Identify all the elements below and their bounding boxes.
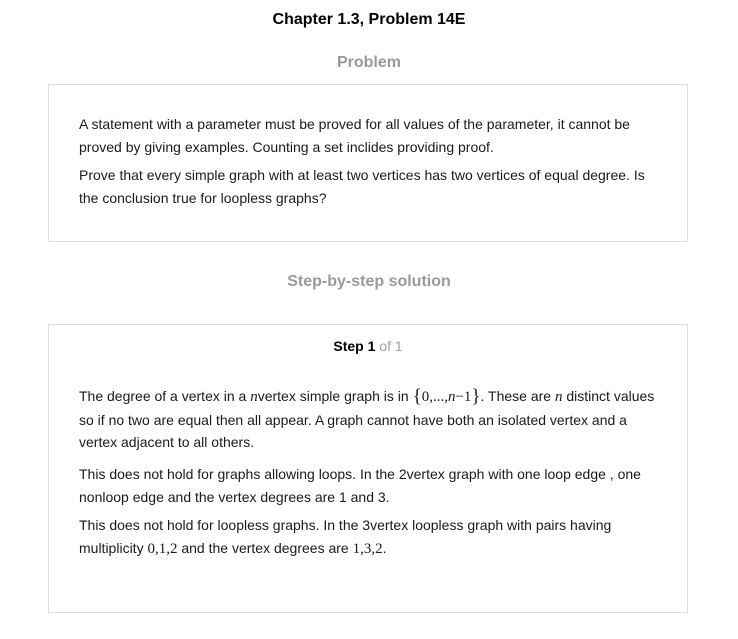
set-open-brace: { xyxy=(412,386,422,407)
step-of-total: of 1 xyxy=(379,338,403,354)
set-close-brace: } xyxy=(471,386,481,407)
step-number: 1 xyxy=(367,338,376,354)
degree-values: 1,3,2 xyxy=(352,540,383,557)
math-n-1: n xyxy=(250,389,258,405)
math-n-2: n xyxy=(554,389,563,405)
solution-paragraph-2: This does not hold for graphs allowing loops. In the 2vertex graph with one loop edge , one nonloop edge and the vertex degrees are 1 and 3. xyxy=(79,466,641,505)
set-n: n xyxy=(447,389,456,405)
degree-set xyxy=(412,386,481,407)
page-title: Chapter 1.3, Problem 14E xyxy=(272,11,466,28)
step-label xyxy=(49,338,687,354)
solution-p1-text-2: vertex simple graph is in xyxy=(257,388,413,404)
multiplicity-values: 0,1,2 xyxy=(147,540,178,557)
solution-p3-text-3: . xyxy=(382,539,387,556)
solution-p1-text-1: The degree of a vertex in a xyxy=(79,388,251,404)
solution-paragraph-3 xyxy=(79,514,659,560)
solution-p1-text-4: distinct values so if no two are equal then all appear. A graph cannot have both an isolated vertex and a vertex adjacent to all others. xyxy=(79,388,655,450)
problem-card xyxy=(48,84,688,242)
solution-p1-text-3: . These are xyxy=(480,388,555,404)
problem-paragraph-1: A statement with a parameter must be proved for all values of the parameter, it cannot be proved by giving examples. Counting a set inclides providing proof. xyxy=(79,116,630,155)
solution-paragraph-1 xyxy=(79,385,659,454)
solution-p3-text-1: This does not hold for loopless graphs. In the 3vertex loopless graph with pairs having multiplicity xyxy=(79,517,612,556)
solution-p3-text-2: and the vertex degrees are xyxy=(177,539,353,556)
set-minus-one: −1 xyxy=(455,389,472,405)
step-word: Step xyxy=(333,338,364,354)
set-inner: 0,..., xyxy=(421,389,448,405)
problem-paragraph-2: Prove that every simple graph with at least two vertices has two vertices of equal degree. Is the conclusion true for loopless graphs? xyxy=(79,167,645,206)
problem-heading: Problem xyxy=(336,54,401,71)
solution-heading: Step-by-step solution xyxy=(287,273,451,290)
solution-card xyxy=(48,324,688,613)
